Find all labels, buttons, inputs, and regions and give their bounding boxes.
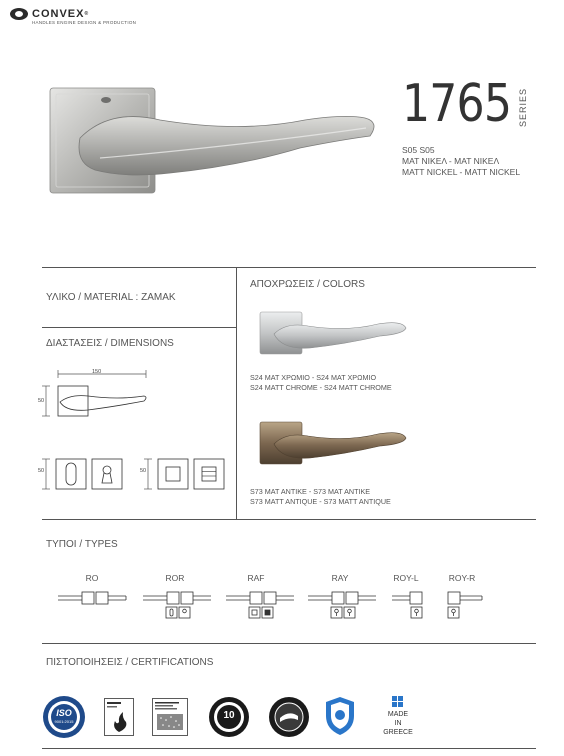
dim-escutcheon-height-b: 50: [140, 468, 147, 474]
type-label: RAF: [247, 573, 265, 583]
type-label: ROY-R: [448, 573, 476, 583]
divider: [236, 267, 237, 519]
type-label: ROY-L: [393, 573, 419, 583]
made-in-line: IN: [394, 720, 402, 727]
fire-cert-icon: [104, 698, 134, 736]
product-finish: [402, 145, 520, 178]
made-in-line: MADE: [387, 711, 409, 718]
brand-reg: ®: [84, 11, 90, 17]
divider: [42, 327, 236, 328]
dim-rose-height: 50: [38, 398, 45, 404]
color-swatch-chrome: [256, 306, 416, 366]
divider: [42, 519, 536, 520]
color-caption-line: S73 MAT ANTIKE - S73 MAT ANTIKE: [250, 487, 371, 496]
greek-flag-icon: [392, 696, 404, 708]
iso-label: ISO: [56, 708, 72, 718]
brand-tagline: HANDLES ENGINE DESIGN & PRODUCTION: [32, 20, 137, 25]
color-caption: [250, 373, 392, 393]
corrosion-cert-icon: [152, 698, 188, 736]
dim-length: 150: [92, 369, 102, 375]
certifications-title: ΠΙΣΤΟΠΟΙΗΣΕΙΣ / CERTIFICATIONS: [46, 657, 214, 668]
divider: [42, 643, 536, 644]
series-word: SERIES: [518, 88, 528, 128]
ten-years-label: 10: [223, 710, 235, 721]
dim-escutcheon-height-a: 50: [38, 468, 45, 474]
brand-mark-icon: [10, 8, 28, 20]
dimension-lever-drawing: [38, 366, 158, 426]
material-label: ΥΛΙΚΟ / MATERIAL : ZAMAK: [46, 292, 176, 303]
dimension-escutcheon-drawings: [38, 455, 228, 495]
color-swatch-antique: [256, 416, 416, 476]
divider: [42, 748, 536, 749]
type-label: RAY: [331, 573, 349, 583]
type-label: ROR: [165, 573, 185, 583]
type-ro-icon: [58, 592, 126, 604]
types-drawings: [56, 588, 496, 620]
warranty-seal-icon: [268, 696, 310, 738]
made-in-greece: [370, 710, 426, 737]
hero-handle-image: [40, 78, 400, 228]
finish-line: ΜΑΤ ΝΙΚΕΛ - ΜΑΤ ΝΙΚΕΛ: [402, 156, 500, 166]
color-caption-line: S73 MATT ANTIQUE - S73 MATT ANTIQUE: [250, 497, 391, 506]
made-in-line: GREECE: [383, 729, 413, 736]
color-caption-line: S24 MATT CHROME - S24 MATT CHROME: [250, 383, 392, 392]
iso-sub: 9001:2015: [54, 719, 74, 724]
finish-line: S05 S05: [402, 145, 435, 155]
dimensions-title: ΔΙΑΣΤΑΣΕΙΣ / DIMENSIONS: [46, 338, 174, 349]
brand-name: CONVEX: [32, 8, 85, 20]
types-title: ΤΥΠΟΙ / TYPES: [46, 539, 118, 550]
divider: [42, 267, 536, 268]
colors-title: ΑΠΟΧΡΩΣΕΙΣ / COLORS: [250, 279, 365, 290]
finish-line: MATT NICKEL - MATT NICKEL: [402, 167, 521, 177]
series-number: 1765: [402, 74, 512, 134]
brand-logo: [10, 8, 89, 20]
antibacterial-shield-icon: [324, 696, 356, 736]
color-caption-line: S24 ΜΑΤ ΧΡΩΜΙΟ - S24 ΜΑΤ ΧΡΩΜΙΟ: [250, 373, 377, 382]
type-label: RO: [85, 573, 99, 583]
color-caption: [250, 487, 391, 507]
